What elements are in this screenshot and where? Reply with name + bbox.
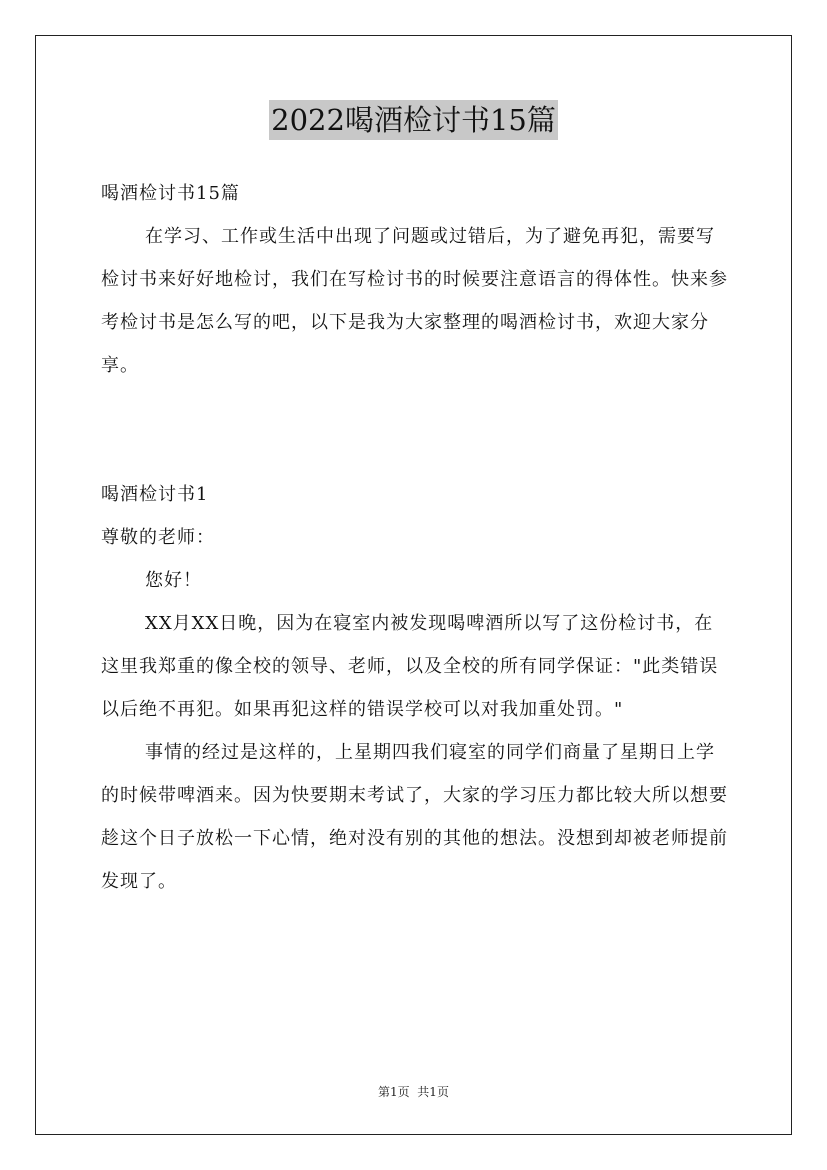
document-body	[101, 172, 729, 903]
greeting: 您好！	[145, 570, 202, 591]
salutation: 尊敬的老师：	[101, 527, 215, 548]
page-number-footer: 第1页 共1页	[378, 1085, 449, 1099]
body-paragraph: 事情的经过是这样的，上星期四我们寝室的同学们商量了星期日上学的时候带啤酒来。因为快要期末考试了，大家的学习压力都比较大所以想要趁这个日子放松一下心情，绝对没有别的其他的想法。没想到却被老师提前发现了。	[101, 742, 728, 892]
subtitle: 喝酒检讨书15篇	[101, 183, 240, 204]
document-title: 2022喝酒检讨书15篇	[269, 100, 558, 140]
section-gap	[101, 387, 729, 473]
section-heading: 喝酒检讨书1	[101, 484, 209, 505]
body-paragraph: XX月XX日晚，因为在寝室内被发现喝啤酒所以写了这份检讨书，在这里我郑重的像全校的领导、老师，以及全校的所有同学保证："此类错误以后绝不再犯。如果再犯这样的错误学校可以对我加重处罚。"	[101, 613, 719, 720]
intro-paragraph: 在学习、工作或生活中出现了问题或过错后，为了避免再犯，需要写检讨书来好好地检讨，我们在写检讨书的时候要注意语言的得体性。快来参考检讨书是怎么写的吧，以下是我为大家整理的喝酒检讨书，欢迎大家分享。	[101, 226, 728, 376]
title-container	[0, 100, 827, 140]
